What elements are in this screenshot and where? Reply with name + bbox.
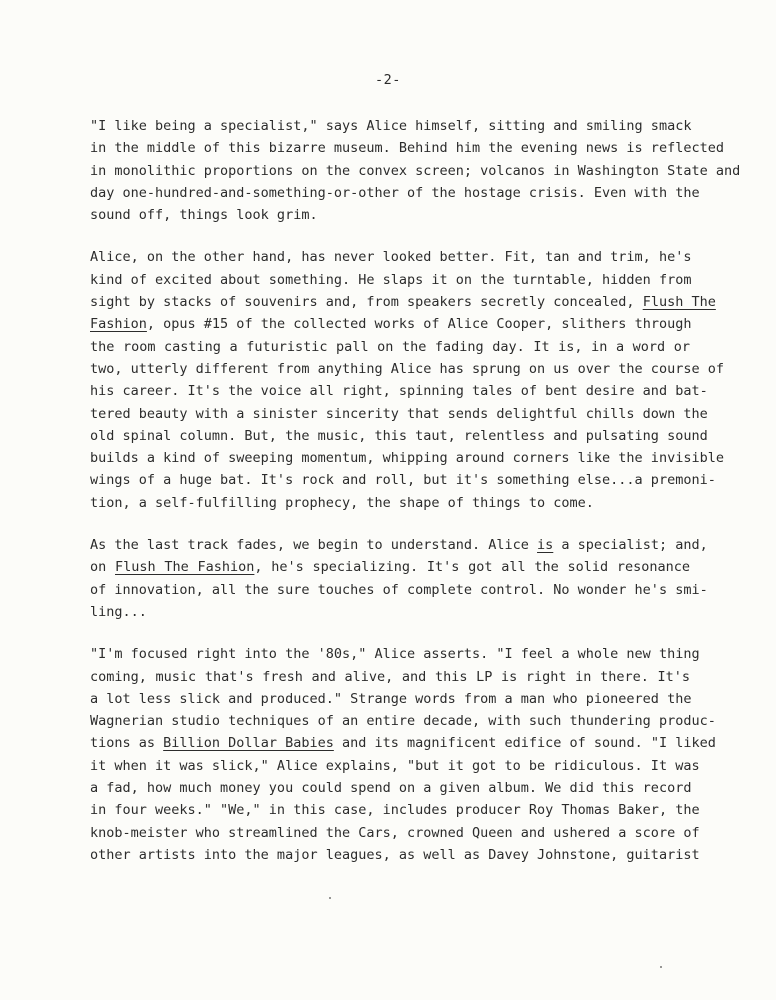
paragraph	[90, 115, 741, 226]
text-line	[90, 534, 708, 556]
text-segment: on	[90, 559, 115, 576]
text-segment: the room casting a futuristic pall on the fading day. It is, in a word or	[90, 338, 690, 355]
text-line	[90, 666, 690, 688]
text-segment: builds a kind of sweeping momentum, whipping around corners like the invisible	[90, 450, 724, 467]
text-line	[90, 844, 700, 866]
text-line	[90, 358, 724, 380]
text-segment: in the middle of this bizarre museum. Behind him the evening news is reflected	[90, 140, 724, 157]
text-segment: sound off, things look grim.	[90, 207, 318, 224]
text-segment: "I'm focused right into the '80s," Alice asserts. "I feel a whole new thing	[90, 646, 700, 663]
text-line	[90, 246, 690, 268]
text-line	[90, 313, 690, 335]
text-segment: a specialist; and,	[553, 537, 708, 554]
paragraph	[90, 246, 724, 514]
text-line	[90, 403, 708, 425]
text-segment: and its magnificent edifice of sound. "I liked	[333, 735, 716, 752]
text-segment: his career. It's the voice all right, spinning tales of bent desire and bat-	[90, 383, 708, 400]
text-line	[90, 492, 690, 514]
text-segment: ling...	[90, 603, 147, 620]
text-segment: coming, music that's fresh and alive, and this LP is right in there. It's	[90, 668, 690, 685]
text-line	[90, 710, 716, 732]
text-line	[90, 822, 700, 844]
text-line	[90, 447, 724, 469]
text-segment: a lot less slick and produced." Strange words from a man who pioneered the	[90, 690, 692, 707]
text-segment: , he's specializing. It's got all the solid resonance	[254, 559, 690, 576]
text-line	[90, 579, 708, 601]
text-line	[90, 291, 716, 313]
text-segment: of innovation, all the sure touches of complete control. No wonder he's smi-	[90, 581, 708, 598]
text-line	[90, 380, 708, 402]
text-line	[90, 469, 716, 491]
underlined-title: Flush The Fashion	[115, 559, 255, 576]
text-line	[90, 115, 690, 137]
paragraph	[90, 643, 716, 866]
text-segment: old spinal column. But, the music, this taut, relentless and pulsating sound	[90, 427, 708, 444]
text-line	[90, 204, 690, 226]
text-segment: knob-meister who streamlined the Cars, crowned Queen and ushered a score of	[90, 824, 700, 841]
text-segment: tions as	[90, 735, 164, 752]
text-segment: As the last track fades, we begin to understand. Alice	[90, 537, 538, 554]
text-segment: wings of a huge bat. It's rock and roll, but it's something else...a premoni-	[90, 472, 716, 489]
text-line	[90, 182, 700, 204]
text-segment: a fad, how much money you could spend on a given album. We did this record	[90, 780, 692, 797]
text-line	[90, 732, 716, 754]
underlined-title: Flush The	[642, 294, 716, 311]
underlined-title: is	[537, 537, 554, 554]
text-segment: other artists into the major leagues, as well as Davey Johnstone, guitarist	[90, 846, 700, 863]
text-line	[90, 269, 690, 291]
text-segment: Alice, on the other hand, has never looked better. Fit, tan and trim, he's	[90, 249, 692, 266]
text-segment: sight by stacks of souvenirs and, from speakers secretly concealed,	[90, 294, 643, 311]
text-segment: tered beauty with a sinister sincerity that sends delightful chills down the	[90, 405, 708, 422]
text-line	[90, 160, 741, 182]
text-segment: kind of excited about something. He slaps it on the turntable, hidden from	[90, 271, 692, 288]
text-line	[90, 137, 724, 159]
text-segment: two, utterly different from anything Alice has sprung on us over the course of	[90, 360, 724, 377]
text-segment: in four weeks." "We," in this case, includes producer Roy Thomas Baker, the	[90, 802, 700, 819]
scan-speck	[660, 966, 662, 968]
text-segment: it when it was slick," Alice explains, "but it got to be ridiculous. It was	[90, 757, 700, 774]
text-line	[90, 643, 700, 665]
text-line	[90, 556, 690, 578]
text-line	[90, 799, 700, 821]
page-number: -2-	[375, 72, 401, 88]
text-line	[90, 777, 690, 799]
text-line	[90, 601, 690, 623]
text-segment: Wagnerian studio techniques of an entire decade, with such thundering produc-	[90, 713, 716, 730]
underlined-title: Fashion	[90, 316, 147, 333]
text-line	[90, 336, 690, 358]
scan-speck	[329, 897, 331, 899]
underlined-title: Billion Dollar Babies	[163, 735, 334, 752]
text-line	[90, 688, 690, 710]
text-line	[90, 755, 700, 777]
text-segment: tion, a self-fulfilling prophecy, the shape of things to come.	[90, 494, 594, 511]
article-body	[90, 115, 741, 886]
text-segment: "I like being a specialist," says Alice himself, sitting and smiling smack	[90, 118, 692, 134]
text-segment: day one-hundred-and-something-or-other of the hostage crisis. Even with the	[90, 184, 700, 201]
text-line	[90, 425, 708, 447]
text-segment: in monolithic proportions on the convex screen; volcanos in Washington State and	[90, 162, 741, 179]
text-segment: , opus #15 of the collected works of Alice Cooper, slithers through	[146, 316, 692, 333]
paragraph	[90, 534, 708, 623]
